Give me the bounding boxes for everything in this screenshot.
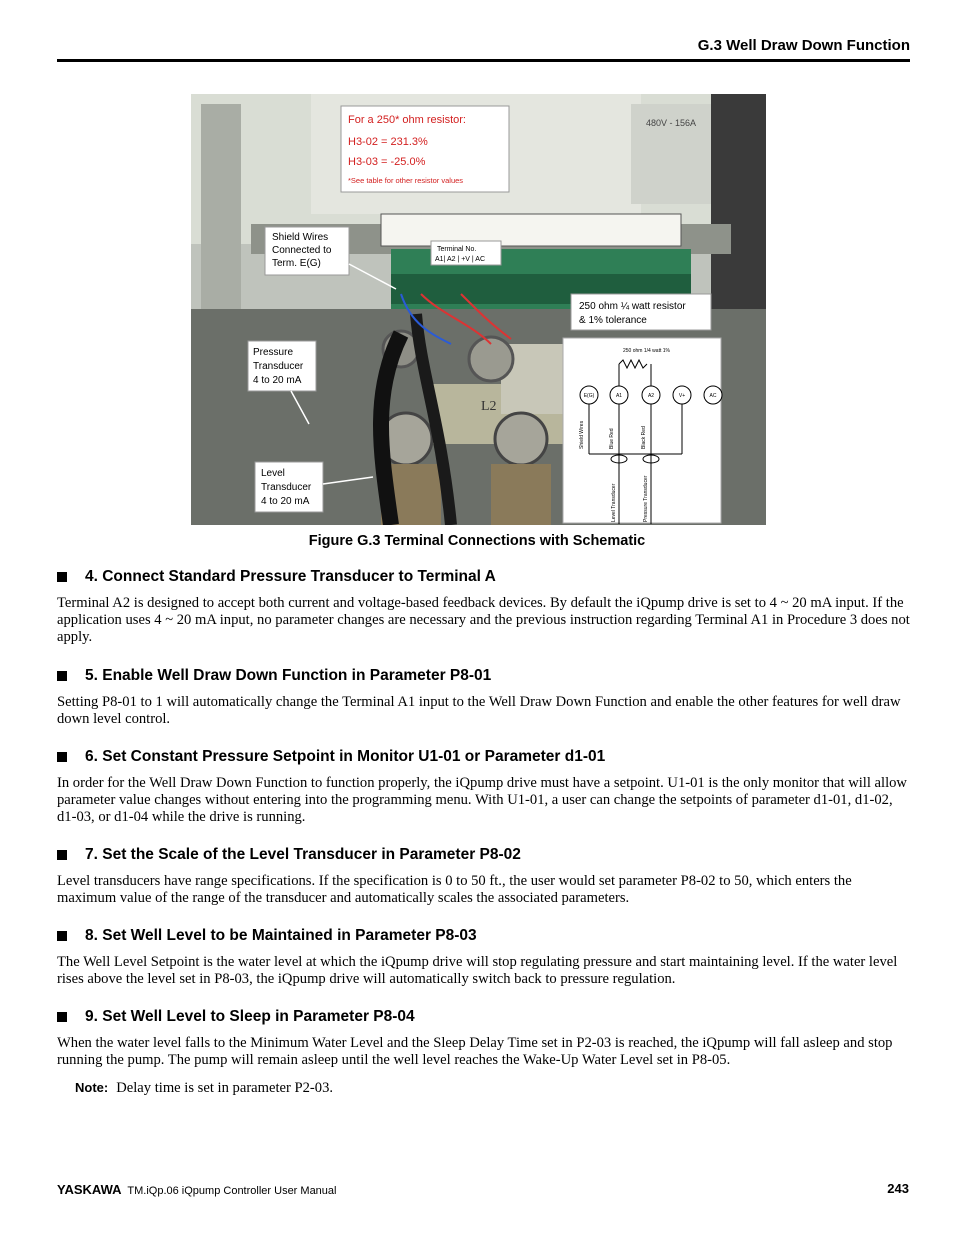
page-number: 243 <box>887 1181 909 1196</box>
level-label-line1: Level <box>261 468 285 479</box>
shield-label-line2: Connected to <box>272 245 332 256</box>
schematic-wire-shield: Shield Wires <box>579 420 585 449</box>
section-8 <box>57 927 910 988</box>
shield-label-line1: Shield Wires <box>272 232 329 243</box>
section-bullet <box>57 671 67 681</box>
schematic-terminal-a1: A1 <box>615 393 623 399</box>
note-label: Note: <box>75 1080 109 1095</box>
section-body: Setting P8-01 to 1 will automatically change the Terminal A1 input to the Well Draw Down Function and enable the other features for well draw down level control. <box>57 694 901 727</box>
level-label-line2: Transducer <box>261 482 312 493</box>
section-9 <box>57 1008 910 1069</box>
running-header: G.3 Well Draw Down Function <box>697 37 910 54</box>
note <box>75 1080 333 1097</box>
section-heading: 4. Connect Standard Pressure Transducer to Terminal A <box>85 568 496 585</box>
schematic-wire-black-red: Black Red <box>641 426 647 449</box>
section-heading: 5. Enable Well Draw Down Function in Parameter P8-01 <box>85 667 492 684</box>
section-heading: 7. Set the Scale of the Level Transducer in Parameter P8-02 <box>85 846 521 863</box>
note-box-line3: H3-03 = -25.0% <box>348 156 426 168</box>
header-rule <box>57 59 910 62</box>
footer <box>57 1182 336 1197</box>
pressure-label-line3: 4 to 20 mA <box>253 375 302 386</box>
note-text: Delay time is set in parameter P2-03. <box>116 1080 334 1096</box>
plate-label: L2 <box>481 399 497 414</box>
section-body: Level transducers have range specifications. If the specification is 0 to 50 ft., the user would set parameter P8-02 to 50, which enters the maximum value of the range of the transducer and automatically scales the associated parameters. <box>57 873 852 906</box>
note-box-line2: H3-02 = 231.3% <box>348 136 428 148</box>
section-heading: 9. Set Well Level to Sleep in Parameter P8-04 <box>85 1008 415 1025</box>
section-bullet <box>57 752 67 762</box>
schematic-terminal-a2: A2 <box>647 393 655 399</box>
section-4 <box>57 568 910 646</box>
schematic-level-transducer: Level Transducer <box>611 483 617 522</box>
section-7 <box>57 846 910 907</box>
schematic-terminal-ac: AC <box>709 393 717 399</box>
schematic-resistor-text: 250 ohm 1/4 watt 1% <box>623 348 670 354</box>
footer-manual-title: TM.iQp.06 iQpump Controller User Manual <box>127 1185 337 1197</box>
schematic-terminal-e-g: E(G) <box>583 393 595 399</box>
section-body: Terminal A2 is designed to accept both current and voltage-based feedback devices. By default the iQpump drive is set to 4 ~ 20 mA input. If the application uses 4 ~ 20 mA input, no parameter changes are necessary and the previous instruction regarding Terminal A1 in Procedure 3 does not apply. <box>57 595 910 645</box>
rating-plate-text: 480V - 156A <box>646 118 697 128</box>
section-body: In order for the Well Draw Down Function to function properly, the iQpump drive must have a setpoint. U1-01 is the only monitor that will allow parameter value changes without entering into the programming menu. With U1-01, a user can change the setpoints of parameter d1-01, d1-02, d1-03, or d1-04 while the drive is running. <box>57 775 907 825</box>
section-bullet <box>57 572 67 582</box>
schematic-pressure-transducer: Pressure Transducer <box>643 475 649 522</box>
section-bullet <box>57 1012 67 1022</box>
schematic-terminal-v-plus: V+ <box>678 393 686 399</box>
section-5 <box>57 667 910 728</box>
level-label-line3: 4 to 20 mA <box>261 496 310 507</box>
section-bullet <box>57 931 67 941</box>
section-body: The Well Level Setpoint is the water level at which the iQpump drive will stop regulating pressure and start maintaining level. If the water level rises above the level set in P8-03, the iQpump drive will automatically switch back to pressure regulation. <box>57 954 898 987</box>
note-box-line1: For a 250* ohm resistor: <box>348 114 466 126</box>
note-box-line4: *See table for other resistor values <box>348 176 464 185</box>
terminal-label-line1: Terminal No. <box>437 246 477 253</box>
resistor-label-line2: & 1% tolerance <box>579 315 647 326</box>
footer-brand: YASKAWA <box>57 1182 122 1197</box>
section-heading: 6. Set Constant Pressure Setpoint in Monitor U1-01 or Parameter d1-01 <box>85 748 606 765</box>
resistor-label-line1: 250 ohm ¼ watt resistor <box>579 301 686 312</box>
section-body: When the water level falls to the Minimum Water Level and the Sleep Delay Time set in P2-03 is reached, the iQpump will fall asleep and stop running the pump. The pump will remain asleep until the well level reaches the Wake-Up Water Level set in P8-05. <box>57 1035 893 1068</box>
section-6 <box>57 748 910 826</box>
terminal-label-line2: A1| A2 | +V | AC <box>435 256 486 263</box>
section-bullet <box>57 850 67 860</box>
shield-label-line3: Term. E(G) <box>272 258 321 269</box>
terminal-photo <box>191 94 766 525</box>
figure-caption: Figure G.3 Terminal Connections with Schematic <box>308 533 646 549</box>
pressure-label-line2: Transducer <box>253 361 304 372</box>
schematic-wire-blue-red: Blue Red <box>609 428 615 449</box>
section-heading: 8. Set Well Level to be Maintained in Parameter P8-03 <box>85 927 477 944</box>
pressure-label-line1: Pressure <box>253 347 294 358</box>
